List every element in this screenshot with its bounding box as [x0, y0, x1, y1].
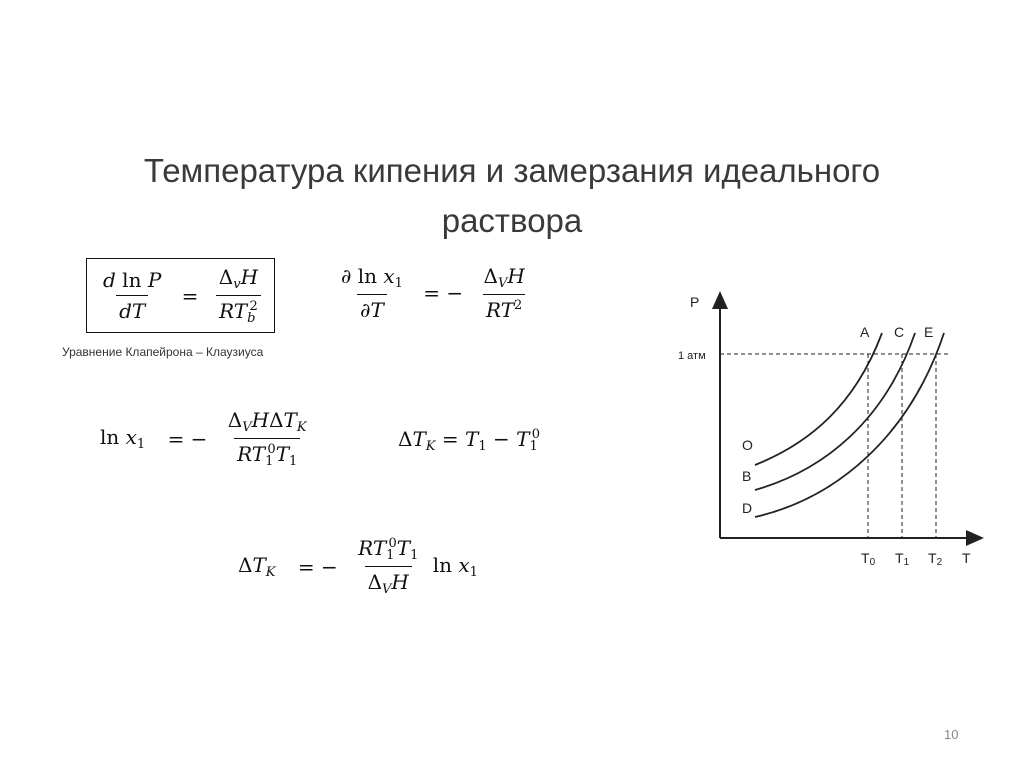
- curve-label-e: E: [924, 324, 934, 340]
- curve-label-b: B: [742, 468, 752, 484]
- curve-oa: [755, 333, 882, 465]
- partial-derivative-equation: $\frac{\partial \ln x_1}{\partial T}$ = − $\frac{\Delta_VH}{RT^2}$: [341, 264, 525, 322]
- curve-de: [755, 333, 944, 517]
- t1-label: T1: [895, 550, 910, 568]
- curve-label-c: C: [894, 324, 905, 340]
- title-line-2: раствора: [441, 202, 583, 239]
- page-number: 10: [944, 727, 959, 742]
- slide-title: [60, 146, 964, 246]
- ln-x1-equation: $\ln x_1$ = − $\frac{\Delta_VH\Delta T_K}{RT_1^0T_1}$: [100, 408, 307, 469]
- axis-y-label: P: [690, 294, 700, 310]
- curve-label-d: D: [742, 500, 753, 516]
- delta-tk-equation: $\Delta T_K$ = − $\frac{RT_1^0T_1}{\Delta_VH}$ $\ln x_1$: [238, 536, 478, 597]
- curve-label-o: O: [742, 437, 753, 453]
- t2-label: T2: [928, 550, 943, 568]
- equation-caption: Уравнение Клапейрона – Клаузиуса: [62, 345, 264, 359]
- curve-label-a: A: [860, 324, 870, 340]
- t0-label: T0: [861, 550, 876, 568]
- title-line-1: Температура кипения и замерзания идеального: [143, 152, 881, 189]
- delta-tk-difference-equation: $\Delta T_K = T_1 - T_1^0$: [398, 427, 541, 454]
- pressure-label: 1 атм: [678, 350, 706, 362]
- axis-x-label: T: [962, 550, 971, 566]
- clapeyron-equation: $\frac{\text{d ln P}}{dT}$ = $\frac{\Delta_vH}{RT_b^2}$: [86, 258, 275, 333]
- boiling-point-diagram: [660, 285, 990, 585]
